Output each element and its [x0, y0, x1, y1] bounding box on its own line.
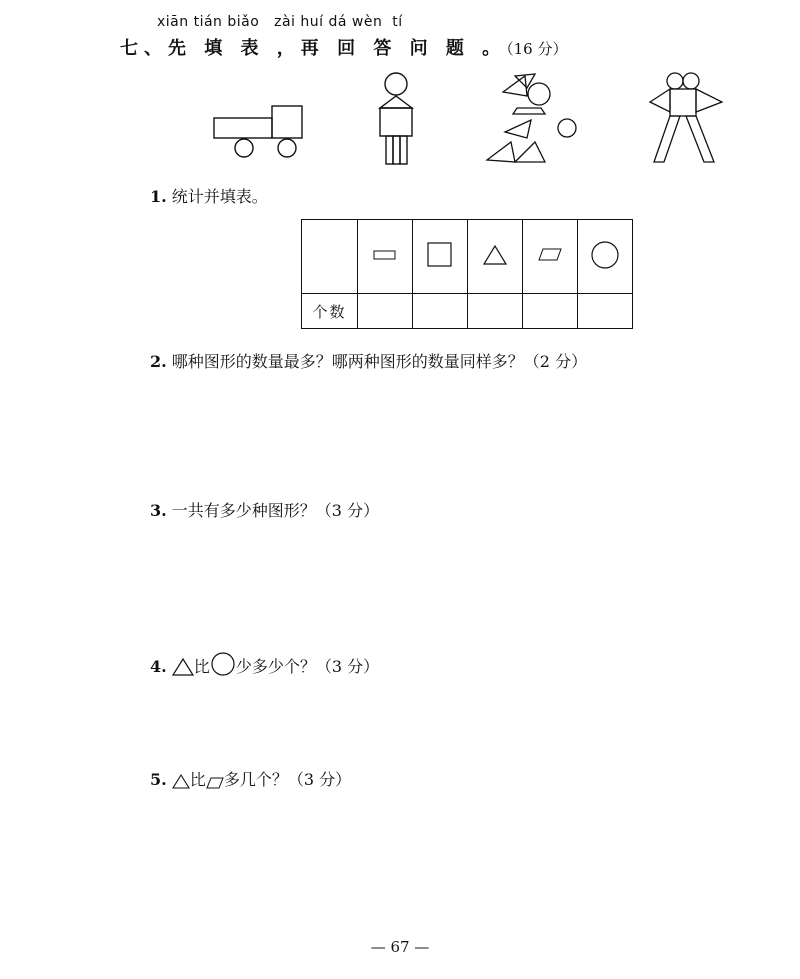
question-number: 3.: [150, 501, 167, 520]
question-text: 哪种图形的数量最多？哪两种图形的数量同样多？（2 分）: [171, 352, 588, 371]
count-row: [302, 294, 633, 329]
runner-arm-triangle: [503, 76, 527, 96]
robot-figure: [372, 70, 422, 168]
robot-leg-rectangle: [400, 136, 407, 164]
runner-foot-triangle: [487, 142, 515, 162]
person-head-circle: [667, 73, 683, 89]
question-4: [150, 651, 379, 677]
header-cell-square: [413, 220, 468, 294]
page-number: — 67 —: [370, 938, 430, 956]
count-cell-rectangle[interactable]: [358, 294, 413, 329]
triangle-icon: [482, 243, 508, 267]
truck-wheel-circle: [235, 139, 253, 157]
robot-head-circle: [385, 73, 407, 95]
question-5: [150, 767, 351, 790]
rectangle-icon: [372, 248, 398, 262]
count-cell-triangle[interactable]: [468, 294, 523, 329]
count-cell-square[interactable]: [413, 294, 468, 329]
robot-leg-rectangle: [386, 136, 393, 164]
robot-body-square: [380, 108, 412, 136]
section-title-text: 七、先 填 表 ，再 回 答 问 题 。: [120, 38, 507, 59]
answer-area-3[interactable]: [150, 530, 710, 630]
square-icon: [426, 241, 454, 269]
answer-area-2[interactable]: [150, 380, 710, 480]
triangle-icon: [172, 773, 190, 790]
count-cell-parallelogram[interactable]: [523, 294, 578, 329]
truck-body-rectangle: [214, 118, 272, 138]
parallelogram-icon: [537, 247, 563, 263]
question-text: 一共有多少种图形？（3 分）: [171, 501, 380, 520]
question-number: 2.: [150, 352, 167, 371]
runner-body-parallelogram: [513, 108, 545, 114]
section-points: （16 分）: [506, 40, 568, 58]
question-1: [150, 184, 268, 207]
question-number: 1.: [150, 187, 167, 206]
person-arm-triangle: [696, 89, 722, 112]
person-leg-parallelogram: [654, 116, 680, 162]
truck-wheel-circle: [278, 139, 296, 157]
count-row-label: 个数: [302, 294, 358, 329]
truck-cab-square: [272, 106, 302, 138]
person-leg-parallelogram: [686, 116, 714, 162]
header-cell-triangle: [468, 220, 523, 294]
circle-icon: [210, 651, 236, 677]
corner-cell: [302, 220, 358, 294]
question-3: [150, 498, 379, 521]
answer-area-4[interactable]: [150, 684, 710, 764]
question-number: 4.: [150, 657, 167, 676]
person-arm-triangle: [650, 89, 670, 112]
header-cell-parallelogram: [523, 220, 578, 294]
answer-area-5[interactable]: [150, 800, 710, 910]
question-number: 5.: [150, 770, 167, 789]
triangle-icon: [172, 657, 194, 677]
person-head-circle: [683, 73, 699, 89]
section-title: [120, 34, 568, 60]
header-cell-circle: [578, 220, 633, 294]
question-text: 统计并填表。: [171, 187, 268, 206]
tangram-runner-figure: [485, 70, 580, 168]
question-text-a: 比: [189, 770, 206, 789]
runner-head-circle: [528, 83, 550, 105]
question-2: [150, 349, 587, 372]
section-pinyin: xiān tián biǎo zài huí dá wèn tí: [157, 14, 403, 30]
count-cell-circle[interactable]: [578, 294, 633, 329]
shape-header-row: [302, 220, 633, 294]
robot-leg-rectangle: [393, 136, 400, 164]
circle-icon: [589, 239, 621, 271]
ball-circle: [558, 119, 576, 137]
question-text-b: 多几个？（3 分）: [223, 770, 352, 789]
question-text-a: 比: [193, 657, 210, 676]
runner-foot-triangle: [515, 142, 545, 162]
robot-neck-triangle: [380, 96, 412, 108]
parallelogram-icon: [206, 776, 224, 790]
person-body-square: [670, 89, 696, 116]
question-text-b: 少多少个？（3 分）: [235, 657, 380, 676]
truck-figure: [210, 70, 310, 162]
tangram-person-figure: [646, 70, 728, 170]
tally-table: [301, 219, 633, 329]
runner-leg-triangle: [505, 120, 531, 138]
header-cell-rectangle: [358, 220, 413, 294]
